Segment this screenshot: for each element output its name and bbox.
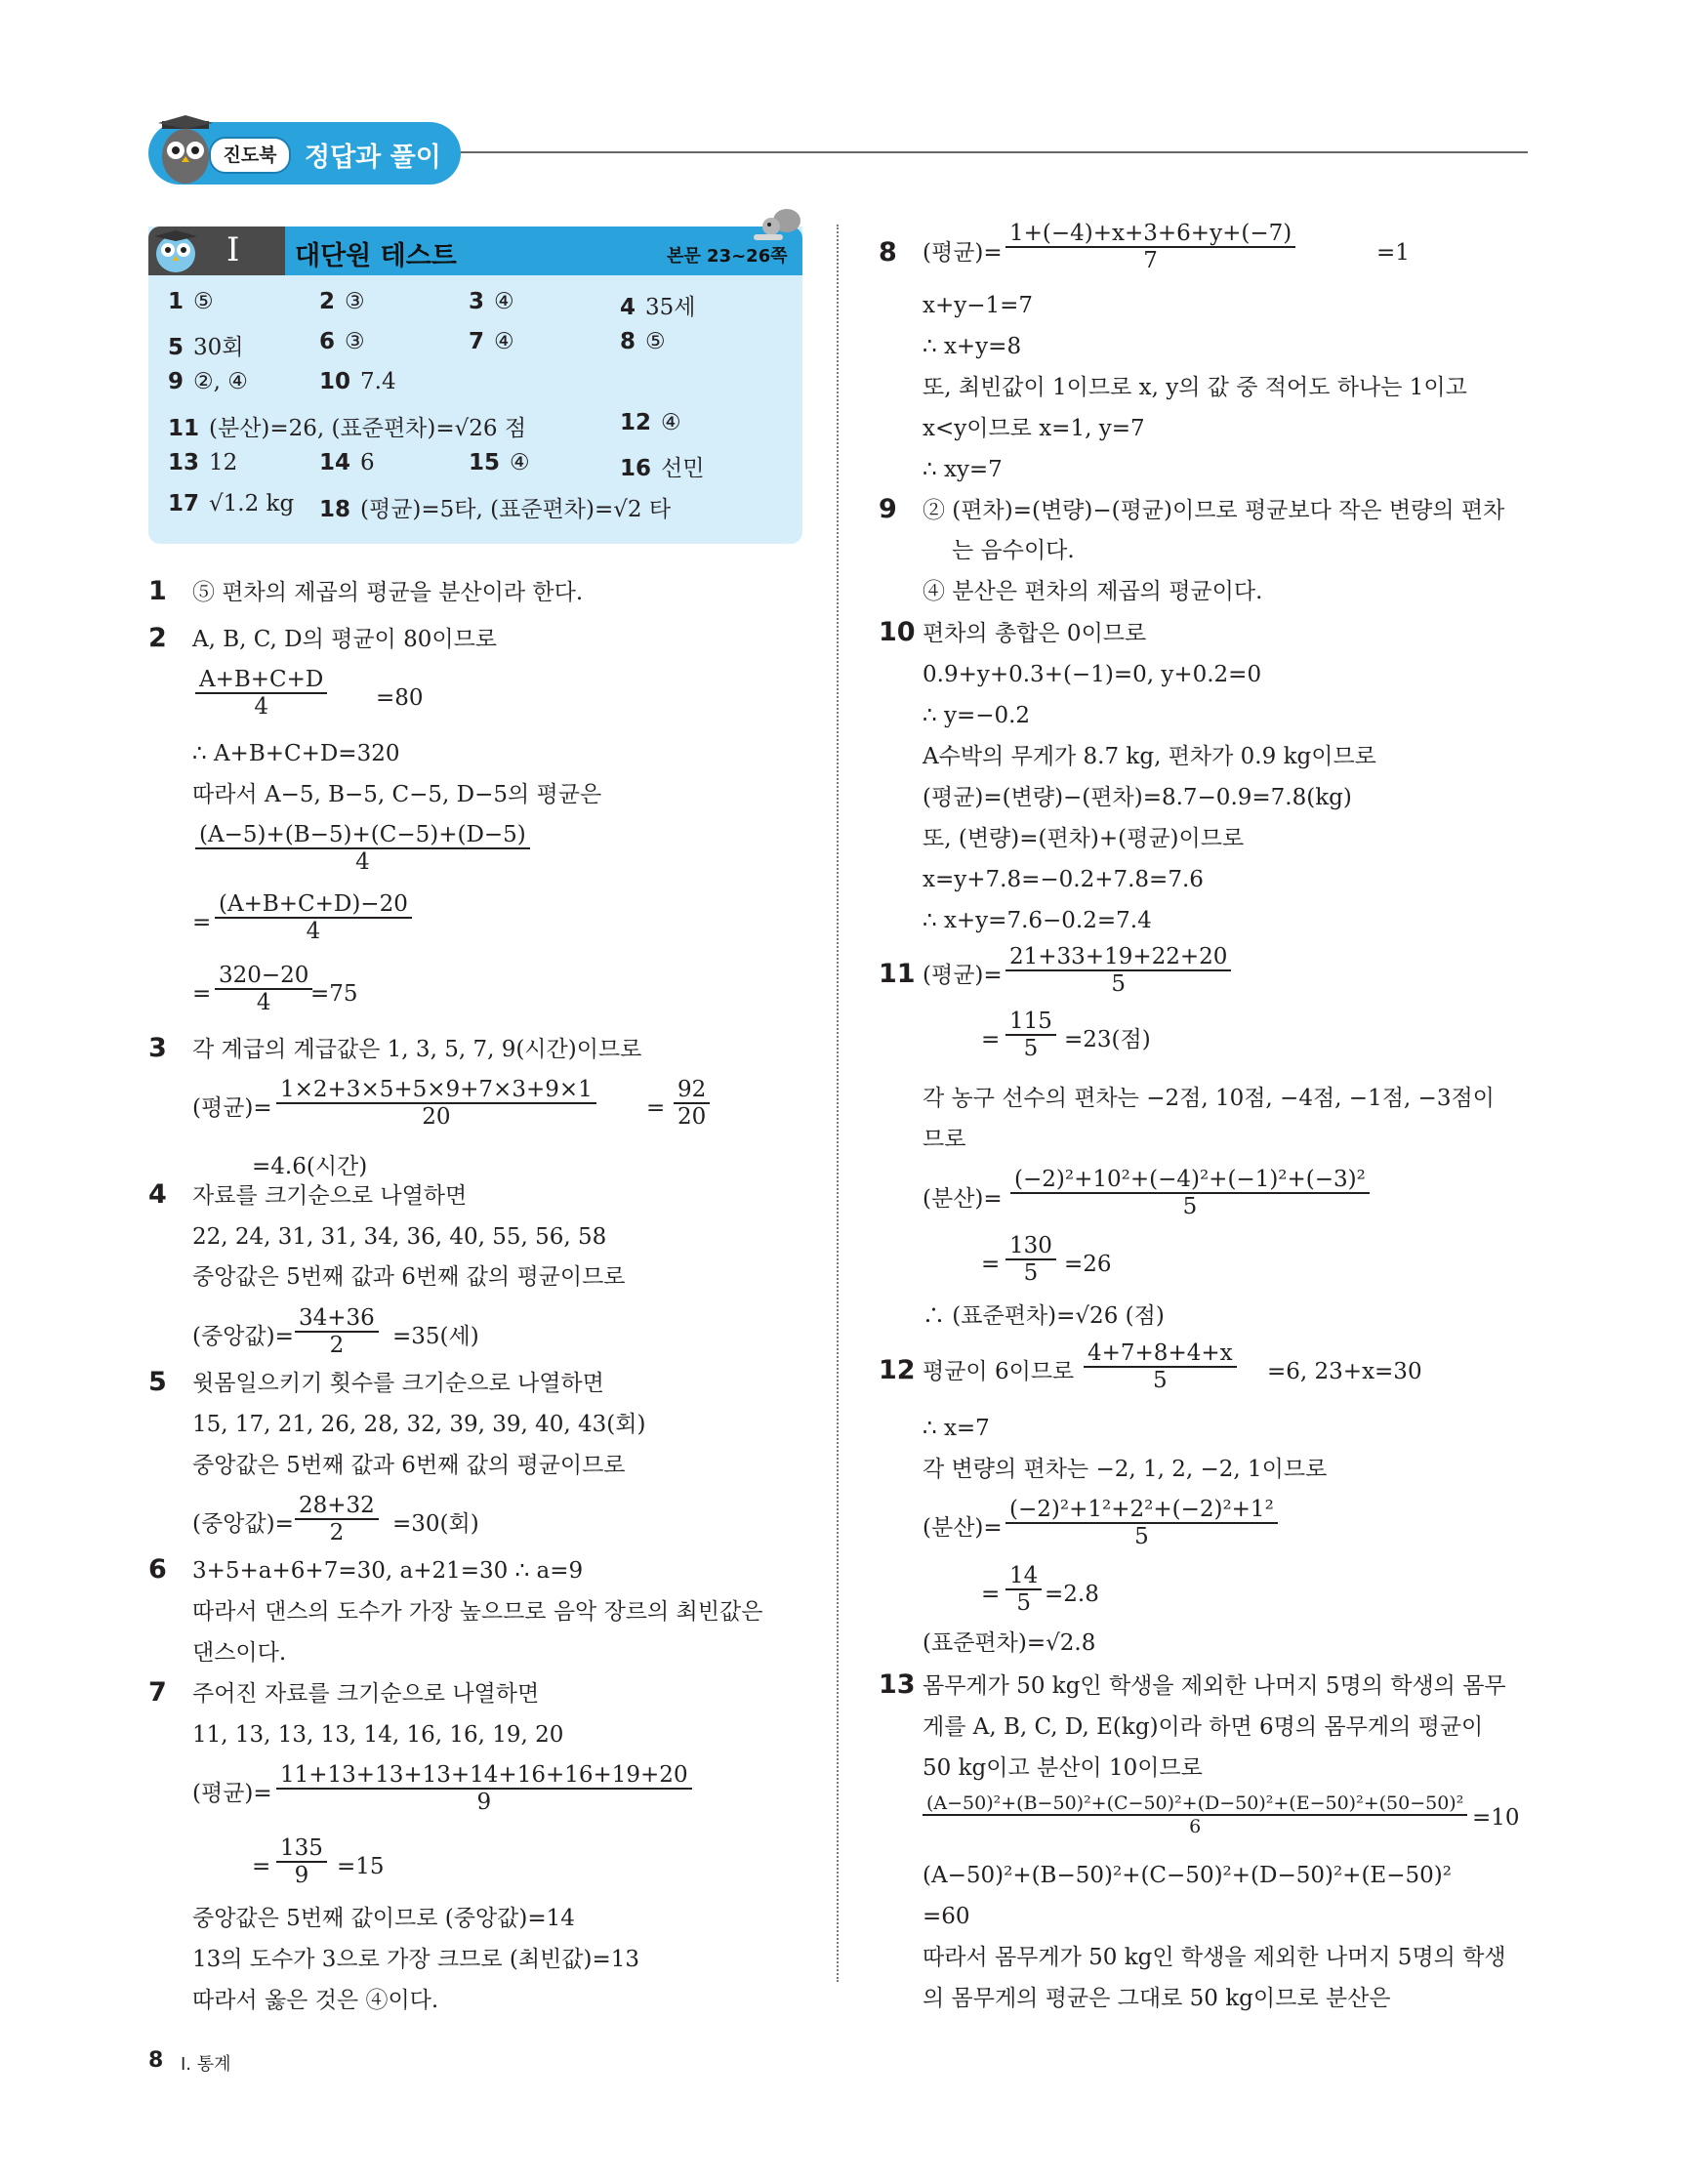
solution-text: =2.8 (1045, 1582, 1099, 1607)
solution-text: =60 (923, 1904, 970, 1929)
solution-text: =26 (1064, 1252, 1112, 1277)
solution-text: 댄스이다. (192, 1640, 287, 1666)
fraction: 92 20 (674, 1077, 710, 1130)
fraction: 1×2+3×5+5×9+7×3+9×1 20 (276, 1077, 596, 1130)
fraction: (−2)²+10²+(−4)²+(−1)²+(−3)² 5 (1010, 1167, 1370, 1219)
solution-text: (표준편차)=√2.8 (923, 1630, 1096, 1656)
solution-text: A, B, C, D의 평균이 80이므로 (192, 627, 498, 652)
answer-item: 14 6 (319, 450, 375, 475)
answer-item: 11 (분산)=26, (표준편차)=√26 점 (168, 416, 527, 441)
fraction: 320−20 4 (215, 963, 312, 1015)
book-tag: 진도북 (209, 137, 291, 174)
answer-item: 12 ④ (620, 410, 681, 435)
solution-text: A수박의 무게가 8.7 kg, 편차가 0.9 kg이므로 (923, 744, 1376, 769)
solution-text: 의 몸무게의 평균은 그대로 50 kg이므로 분산은 (923, 1986, 1391, 2011)
solution-text: 22, 24, 31, 31, 34, 36, 40, 55, 56, 58 (192, 1224, 607, 1250)
answer-item: 8 ⑤ (620, 329, 666, 354)
test-title: 대단원 테스트 (295, 241, 457, 271)
test-page-ref: 본문 23~26쪽 (667, 246, 788, 267)
solution-text: =10 (1472, 1805, 1520, 1831)
solution-text: ⑤ 편차의 제곱의 평균을 분산이라 한다. (192, 580, 584, 605)
solution-text: 평균이 6이므로 (923, 1359, 1075, 1384)
answer-item: 3 ④ (469, 289, 514, 314)
fraction: 14 5 (1005, 1563, 1042, 1616)
solution-text: = (192, 910, 212, 935)
problem-number: 7 (148, 1677, 167, 1708)
solution-text: (평균)= (923, 240, 1003, 266)
problem-number: 6 (148, 1554, 167, 1585)
problem-number: 12 (879, 1355, 916, 1385)
solution-text: ∴ y=−0.2 (923, 703, 1031, 728)
solution-text: 15, 17, 21, 26, 28, 32, 39, 39, 40, 43(회) (192, 1412, 646, 1437)
solution-text: 각 변량의 편차는 −2, 1, 2, −2, 1이므로 (923, 1457, 1328, 1482)
fraction: 4+7+8+4+x 5 (1084, 1340, 1237, 1393)
owl-mascot-icon (152, 228, 199, 273)
solution-text: = (192, 981, 212, 1007)
answer-item: 6 ③ (319, 329, 365, 354)
solution-text: 중앙값은 5번째 값과 6번째 값의 평균이므로 (192, 1264, 626, 1290)
solution-text: (중앙값)= (192, 1511, 294, 1537)
solution-text: =4.6(시간) (252, 1154, 368, 1179)
solution-text: (평균)=(변량)−(편차)=8.7−0.9=7.8(kg) (923, 785, 1352, 810)
solution-text: 편차의 총합은 0이므로 (923, 621, 1147, 646)
fraction: 115 5 (1005, 1009, 1056, 1061)
fraction: A+B+C+D 4 (195, 667, 327, 720)
solution-text: 11, 13, 13, 13, 14, 16, 16, 19, 20 (192, 1722, 564, 1748)
fraction: (A−50)²+(B−50)²+(C−50)²+(D−50)²+(E−50)²+(50−50)² 6 (923, 1793, 1467, 1837)
solution-text: (A−50)²+(B−50)²+(C−50)²+(D−50)²+(E−50)² (923, 1863, 1452, 1888)
header-rule (461, 151, 1528, 153)
solution-text: 3+5+a+6+7=30, a+21=30 ∴ a=9 (192, 1558, 584, 1584)
fraction: (−2)²+1²+2²+(−2)²+1² 5 (1005, 1497, 1278, 1549)
fraction: (A+B+C+D)−20 4 (215, 891, 412, 944)
answer-item: 16 선민 (620, 456, 705, 481)
fraction: 130 5 (1005, 1233, 1056, 1286)
problem-number: 9 (879, 494, 897, 524)
problem-number: 13 (879, 1669, 916, 1700)
answer-item: 1 ⑤ (168, 289, 214, 314)
solution-text: 0.9+y+0.3+(−1)=0, y+0.2=0 (923, 662, 1262, 687)
solution-text: ∴ x+y=7.6−0.2=7.4 (923, 908, 1152, 933)
solution-text: =75 (310, 981, 358, 1007)
fraction: 1+(−4)+x+3+6+y+(−7) 7 (1005, 221, 1295, 273)
problem-number: 2 (148, 623, 167, 653)
solution-text: 는 음수이다. (952, 538, 1075, 563)
problem-number: 5 (148, 1367, 167, 1397)
solution-text: 또, 최빈값이 1이므로 x, y의 값 중 적어도 하나는 1이고 (923, 375, 1467, 400)
solution-text: 중앙값은 5번째 값이므로 (중앙값)=14 (192, 1906, 575, 1931)
page-title: 정답과 풀이 (305, 143, 441, 173)
solution-text: 따라서 댄스의 도수가 가장 높으므로 음악 장르의 최빈값은 (192, 1599, 763, 1625)
fraction: 21+33+19+22+20 5 (1005, 944, 1231, 997)
solution-text: 따라서 A−5, B−5, C−5, D−5의 평균은 (192, 782, 602, 807)
solution-text: =1 (1376, 240, 1410, 266)
problem-number: 11 (879, 959, 916, 989)
answer-item: 7 ④ (469, 329, 514, 354)
problem-number: 3 (148, 1033, 167, 1063)
solution-text: =80 (376, 685, 424, 711)
problem-number: 8 (879, 237, 897, 268)
solution-text: = (981, 1252, 1001, 1277)
squirrel-decoration-icon (750, 205, 804, 244)
solution-text: (분산)= (923, 1186, 1003, 1212)
solution-text: 또, (변량)=(편차)+(평균)이므로 (923, 826, 1245, 851)
solution-text: 게를 A, B, C, D, E(kg)이라 하면 6명의 몸무게의 평균이 (923, 1714, 1484, 1740)
answer-item: 17 √1.2 kg (168, 491, 295, 516)
solution-text: ∴ (표준편차)=√26 (점) (923, 1303, 1165, 1329)
solution-text: = (981, 1582, 1001, 1607)
owl-mascot-icon (156, 115, 215, 187)
solution-text: 윗몸일으키기 횟수를 크기순으로 나열하면 (192, 1371, 604, 1396)
solution-text: =23(점) (1064, 1027, 1151, 1052)
solution-text: ④ 분산은 편차의 제곱의 평균이다. (923, 579, 1263, 604)
answer-item: 2 ③ (319, 289, 365, 314)
answer-item: 10 7.4 (319, 369, 396, 394)
solution-text: = (252, 1854, 271, 1879)
solution-text: 13의 도수가 3으로 가장 크므로 (최빈값)=13 (192, 1947, 639, 1972)
solution-text: ∴ x+y=8 (923, 334, 1022, 359)
solution-text: x<y이므로 x=1, y=7 (923, 416, 1145, 441)
problem-number: 1 (148, 576, 167, 606)
fraction: (A−5)+(B−5)+(C−5)+(D−5) 4 (195, 822, 530, 875)
solution-text: (중앙값)= (192, 1324, 294, 1349)
solution-text: 몸무게가 50 kg인 학생을 제외한 나머지 5명의 학생의 몸무 (923, 1673, 1506, 1699)
solution-text: =35(세) (392, 1324, 479, 1349)
solution-text: (분산)= (923, 1515, 1003, 1541)
solution-text: ② (편차)=(변량)−(평균)이므로 평균보다 작은 변량의 편차 (923, 498, 1505, 523)
solution-text: 므로 (923, 1127, 966, 1152)
solution-text: ∴ x=7 (923, 1416, 990, 1441)
solution-text: (평균)= (923, 963, 1003, 988)
chapter-name: Ⅰ. 통계 (181, 2054, 231, 2075)
solution-text: (평균)= (192, 1095, 272, 1121)
answer-item: 9 ②, ④ (168, 369, 248, 394)
solution-text: =6, 23+x=30 (1267, 1359, 1422, 1384)
fraction: 11+13+13+13+14+16+16+19+20 9 (276, 1762, 692, 1815)
solution-text: 따라서 옳은 것은 ④이다. (192, 1988, 439, 2013)
solution-text: 자료를 크기순으로 나열하면 (192, 1183, 468, 1209)
fraction: 135 9 (276, 1835, 327, 1888)
answer-item: 5 30회 (168, 335, 244, 360)
fraction: 28+32 2 (295, 1493, 379, 1545)
solution-text: 각 농구 선수의 편차는 −2점, 10점, −4점, −1점, −3점이 (923, 1086, 1495, 1111)
solution-text: ∴ xy=7 (923, 457, 1003, 482)
solution-text: =30(회) (392, 1511, 479, 1537)
chapter-roman: I (226, 230, 240, 269)
solution-text: = (646, 1095, 666, 1121)
column-divider (837, 225, 839, 1982)
answer-item: 18 (평균)=5타, (표준편차)=√2 타 (319, 497, 672, 522)
solution-text: x=y+7.8=−0.2+7.8=7.6 (923, 867, 1204, 892)
answer-item: 15 ④ (469, 450, 530, 475)
solution-text: x+y−1=7 (923, 293, 1034, 318)
problem-number: 10 (879, 617, 916, 647)
solution-text: 따라서 몸무게가 50 kg인 학생을 제외한 나머지 5명의 학생 (923, 1945, 1506, 1970)
solution-text: (평균)= (192, 1781, 272, 1806)
fraction: 34+36 2 (295, 1305, 379, 1358)
solution-text: =15 (337, 1854, 385, 1879)
answer-item: 13 12 (168, 450, 238, 475)
solution-text: 주어진 자료를 크기순으로 나열하면 (192, 1681, 540, 1707)
answer-item: 4 35세 (620, 295, 696, 320)
solution-text: = (981, 1027, 1001, 1052)
problem-number: 4 (148, 1179, 167, 1210)
solution-text: 중앙값은 5번째 값과 6번째 값의 평균이므로 (192, 1453, 626, 1478)
solution-text: 각 계급의 계급값은 1, 3, 5, 7, 9(시간)이므로 (192, 1037, 642, 1062)
solution-text: 50 kg이고 분산이 10이므로 (923, 1755, 1203, 1781)
page-number: 8 (148, 2048, 164, 2073)
solution-text: ∴ A+B+C+D=320 (192, 741, 400, 766)
